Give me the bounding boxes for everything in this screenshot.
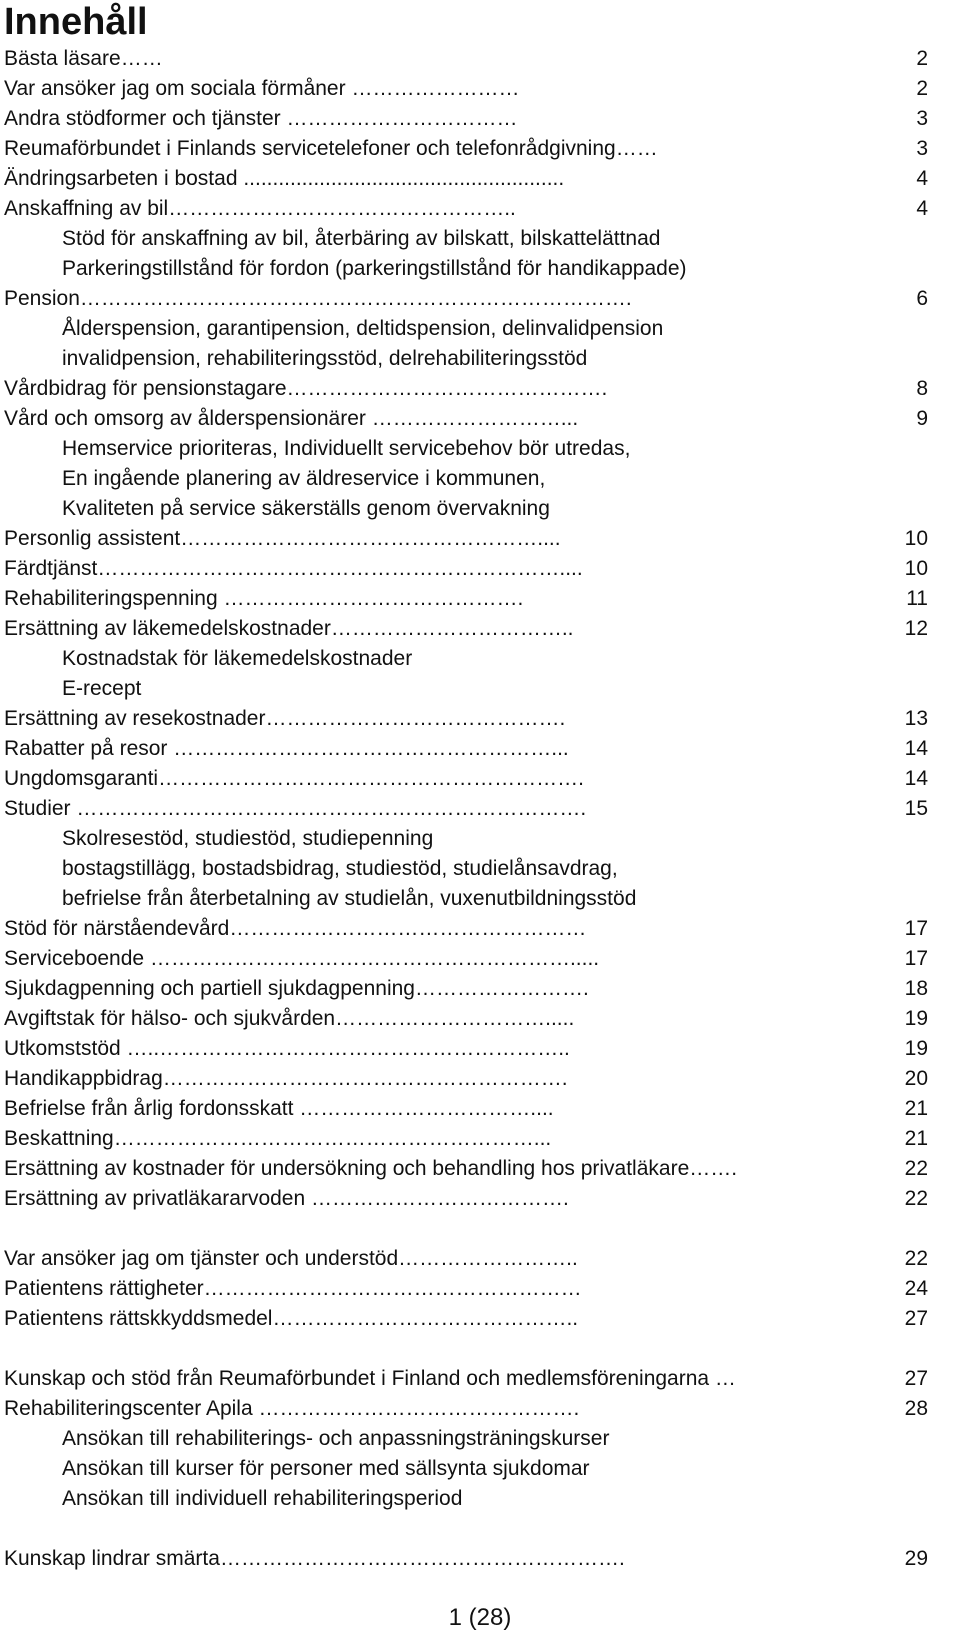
toc-entry-leader: … — [709, 1367, 736, 1390]
toc-entry-page: 3 — [916, 107, 928, 130]
toc-subtopics — [4, 1424, 928, 1454]
toc-entry-leader: ……. — [689, 1157, 738, 1180]
toc-entry[interactable] — [4, 974, 928, 1004]
toc-subtopics-text: Ålderspension, garantipension, deltidspension, delinvalidpension — [62, 317, 664, 340]
toc-entry-leader: ……………………………………………… — [203, 1277, 582, 1300]
toc-entry-leader: …………………………..... — [335, 1007, 575, 1030]
toc-subtopics — [4, 854, 928, 884]
toc-entry-leader: ……………………………………………………... — [113, 1127, 552, 1150]
toc-entry-leader: ……………………………………. — [265, 707, 566, 730]
toc-entry-title: Sjukdagpenning och partiell sjukdagpenning — [4, 977, 415, 1000]
toc-entry-leader: ………………………………………………………………. — [70, 797, 587, 820]
toc-entry-leader: …..………………………………………………….. — [120, 1037, 570, 1060]
toc-entry-page: 22 — [904, 1157, 928, 1180]
toc-entry[interactable] — [4, 1394, 928, 1424]
toc-entry-leader: ……………………………………………………. — [158, 767, 584, 790]
toc-entry-leader: ………………………... — [365, 407, 579, 430]
page-number: 1 (28) — [448, 1604, 512, 1631]
toc-entry-title: Patientens rättigheter — [4, 1277, 204, 1300]
toc-subtopics-text: Ansökan till kurser för personer med sällsynta sjukdomar — [62, 1457, 590, 1480]
toc-entry-page: 19 — [904, 1037, 928, 1060]
toc-entry[interactable] — [4, 194, 928, 224]
toc-entry-title: Stöd för närståendevård — [4, 917, 230, 940]
toc-subtopics-text: Stöd för anskaffning av bil, återbäring av bilskatt, bilskattelättnad — [62, 227, 661, 250]
toc-entry-leader: …………………………………………………. — [162, 1067, 568, 1090]
toc-entry-leader: ………………………………. — [305, 1187, 569, 1210]
toc-entry-page: 17 — [904, 947, 928, 970]
toc-entry-title: Andra stödformer och tjänster — [4, 107, 281, 130]
toc-subtopics — [4, 824, 928, 854]
toc-entry-title: Befrielse från årlig fordonsskatt — [4, 1097, 294, 1120]
toc-subtopics — [4, 344, 928, 374]
toc-subtopics-text: befrielse från återbetalning av studielån, vuxenutbildningsstöd — [62, 887, 637, 910]
toc-entry-leader: …………………….. — [398, 1247, 578, 1270]
toc-entry[interactable] — [4, 164, 928, 194]
toc-entry-page: 24 — [904, 1277, 928, 1300]
toc-entry-title: Ersättning av privatläkararvoden — [4, 1187, 306, 1210]
toc-entry-page: 4 — [916, 167, 928, 190]
toc-entry-leader: …………………………………….. — [272, 1307, 579, 1330]
toc-entry[interactable] — [4, 1544, 928, 1574]
toc-entry-leader: ………………………………………………... — [167, 737, 569, 760]
toc-spacer — [4, 1514, 928, 1544]
toc-entry[interactable] — [4, 1304, 928, 1334]
toc-subtopics-text: Ansökan till rehabiliterings- och anpassningsträningskurser — [62, 1427, 610, 1450]
toc-entry[interactable] — [4, 374, 928, 404]
toc-entry-page: 9 — [916, 407, 928, 430]
toc-entry[interactable] — [4, 704, 928, 734]
toc-entry-page: 13 — [904, 707, 928, 730]
toc-entry-title: Kunskap och stöd från Reumaförbundet i Finland och medlemsföreningarna — [4, 1367, 710, 1390]
toc-entry-title: Personlig assistent — [4, 527, 181, 550]
toc-entry[interactable] — [4, 1364, 928, 1394]
toc-entry[interactable] — [4, 1184, 928, 1214]
toc-entry-leader: ……………………………………………………………………. — [79, 287, 632, 310]
toc-entry-page: 10 — [904, 557, 928, 580]
toc-subtopics — [4, 254, 928, 284]
toc-entry-title: Ändringsarbeten i bostad — [4, 167, 238, 190]
toc-entry-title: Rehabiliteringspenning — [4, 587, 218, 610]
toc-entry-title: Rehabiliteringscenter Apila — [4, 1397, 253, 1420]
toc-subtopics-text: Kostnadstak för läkemedelskostnader — [62, 647, 413, 670]
toc-subtopics-text: En ingående planering av äldreservice i kommunen, — [62, 467, 546, 490]
toc-entry[interactable] — [4, 1004, 928, 1034]
toc-subtopics-text: bostagstillägg, bostadsbidrag, studiestöd, studielånsavdrag, — [62, 857, 618, 880]
toc-entry[interactable] — [4, 614, 928, 644]
toc-entry-leader: …………………………………………….... — [180, 527, 561, 550]
toc-entry-page: 6 — [916, 287, 928, 310]
toc-entry-page: 14 — [904, 737, 928, 760]
toc-entry-leader: …… — [120, 47, 163, 70]
page-title: Innehåll — [4, 1, 148, 43]
toc-entry-title: Ersättning av resekostnader — [4, 707, 266, 730]
toc-entry-title: Ungdomsgaranti — [4, 767, 159, 790]
toc-entry-page: 22 — [904, 1187, 928, 1210]
toc-entry[interactable] — [4, 584, 928, 614]
toc-entry-page: 11 — [906, 587, 928, 610]
toc-entry-leader: ………………………………………. — [252, 1397, 580, 1420]
toc-entry-title: Färdtjänst — [4, 557, 98, 580]
toc-entry-title: Var ansöker jag om sociala förmåner — [4, 77, 346, 100]
toc-entry-page: 27 — [904, 1367, 928, 1390]
toc-entry-page: 10 — [904, 527, 928, 550]
toc-entry-page: 28 — [904, 1397, 928, 1420]
toc-entry-leader: ………………………………………………………….... — [97, 557, 583, 580]
toc-entry[interactable] — [4, 44, 928, 74]
toc-subtopics-text: Hemservice prioriteras, Individuellt servicebehov bör utredas, — [62, 437, 631, 460]
toc-subtopics-text: invalidpension, rehabiliteringsstöd, delrehabiliteringsstöd — [62, 347, 588, 370]
toc-entry[interactable] — [4, 1244, 928, 1274]
toc-entry[interactable] — [4, 74, 928, 104]
toc-entry-page: 18 — [904, 977, 928, 1000]
toc-spacer — [4, 1334, 928, 1364]
toc-subtopics — [4, 1484, 928, 1514]
toc-entry[interactable] — [4, 284, 928, 314]
toc-entry[interactable] — [4, 794, 928, 824]
toc-entry-leader: ……………………………………………………..... — [144, 947, 600, 970]
toc-entry-title: Vårdbidrag för pensionstagare — [4, 377, 287, 400]
toc-entry-page: 2 — [916, 47, 928, 70]
toc-entry-leader: ....................................................... — [237, 167, 565, 190]
toc-entry-title: Kunskap lindrar smärta — [4, 1547, 220, 1570]
toc-subtopics — [4, 464, 928, 494]
toc-entry-title: Studier — [4, 797, 71, 820]
toc-entry-page: 4 — [916, 197, 928, 220]
toc-subtopics-text: Ansökan till individuell rehabiliteringsperiod — [62, 1487, 463, 1510]
toc-subtopics-text: Skolresestöd, studiestöd, studiepenning — [62, 827, 434, 850]
toc-entry-title: Avgiftstak för hälso- och sjukvården — [4, 1007, 336, 1030]
toc-subtopics — [4, 224, 928, 254]
toc-entry-page: 20 — [904, 1067, 928, 1090]
toc-entry-leader: ………………………………………….. — [168, 197, 516, 220]
toc-entry-title: Rabatter på resor — [4, 737, 168, 760]
toc-subtopics-text: Kvaliteten på service säkerställs genom övervakning — [62, 497, 550, 520]
table-of-contents — [4, 44, 928, 1574]
toc-entry[interactable] — [4, 1154, 928, 1184]
toc-entry-page: 21 — [904, 1127, 928, 1150]
toc-entry[interactable] — [4, 764, 928, 794]
toc-entry-title: Bästa läsare — [4, 47, 121, 70]
toc-entry-title: Ersättning av kostnader för undersökning och behandling hos privatläkare — [4, 1157, 690, 1180]
toc-entry-title: Vård och omsorg av ålderspensionärer — [4, 407, 366, 430]
toc-entry-page: 3 — [916, 137, 928, 160]
toc-entry-page: 27 — [904, 1307, 928, 1330]
toc-entry[interactable] — [4, 1034, 928, 1064]
toc-entry-leader: …………………………………………………. — [219, 1547, 625, 1570]
toc-subtopics — [4, 494, 928, 524]
toc-entry[interactable] — [4, 554, 928, 584]
toc-entry[interactable] — [4, 404, 928, 434]
toc-entry[interactable] — [4, 1124, 928, 1154]
toc-entry[interactable] — [4, 944, 928, 974]
toc-entry-title: Patientens rättskkyddsmedel — [4, 1307, 273, 1330]
toc-entry-page: 19 — [904, 1007, 928, 1030]
toc-entry-page: 29 — [904, 1547, 928, 1570]
toc-entry[interactable] — [4, 134, 928, 164]
toc-entry-leader: …………………………………………… — [229, 917, 587, 940]
toc-entry[interactable] — [4, 1064, 928, 1094]
toc-spacer — [4, 1214, 928, 1244]
toc-subtopics — [4, 674, 928, 704]
toc-subtopics-text: E-recept — [62, 677, 142, 700]
toc-entry-page: 15 — [904, 797, 928, 820]
toc-entry[interactable] — [4, 524, 928, 554]
toc-entry[interactable] — [4, 734, 928, 764]
toc-entry-page: 22 — [904, 1247, 928, 1270]
toc-entry-page: 2 — [916, 77, 928, 100]
toc-entry-page: 12 — [904, 617, 928, 640]
toc-subtopics — [4, 884, 928, 914]
toc-subtopics-text: Parkeringstillstånd för fordon (parkeringstillstånd för handikappade) — [62, 257, 687, 280]
toc-entry[interactable] — [4, 914, 928, 944]
toc-entry-title: Utkomststöd — [4, 1037, 121, 1060]
toc-entry-title: Anskaffning av bil — [4, 197, 169, 220]
toc-entry-leader: …………………………… — [280, 107, 518, 130]
toc-entry-leader: …………………………….. — [330, 617, 574, 640]
toc-entry-title: Pension — [4, 287, 80, 310]
toc-subtopics — [4, 644, 928, 674]
toc-entry-page: 14 — [904, 767, 928, 790]
toc-entry-leader: …………………… — [345, 77, 520, 100]
toc-entry[interactable] — [4, 1274, 928, 1304]
toc-entry-title: Handikappbidrag — [4, 1067, 163, 1090]
toc-entry-title: Var ansöker jag om tjänster och understöd — [4, 1247, 399, 1270]
toc-entry-title: Reumaförbundet i Finlands servicetelefoner och telefonrådgivning — [4, 137, 616, 160]
toc-entry-page: 8 — [916, 377, 928, 400]
toc-entry-leader: ……………………. — [414, 977, 589, 1000]
toc-entry-leader: …… — [615, 137, 658, 160]
toc-entry-page: 17 — [904, 917, 928, 940]
toc-subtopics — [4, 1454, 928, 1484]
toc-entry-title: Ersättning av läkemedelskostnader — [4, 617, 331, 640]
toc-entry-title: Beskattning — [4, 1127, 114, 1150]
toc-entry-page: 21 — [904, 1097, 928, 1120]
toc-entry-leader: ……………………………………. — [217, 587, 524, 610]
toc-entry[interactable] — [4, 104, 928, 134]
toc-entry[interactable] — [4, 1094, 928, 1124]
toc-subtopics — [4, 434, 928, 464]
toc-entry-title: Serviceboende — [4, 947, 145, 970]
toc-entry-leader: ………………………………………. — [286, 377, 608, 400]
toc-subtopics — [4, 314, 928, 344]
toc-entry-leader: …………………………….... — [293, 1097, 554, 1120]
